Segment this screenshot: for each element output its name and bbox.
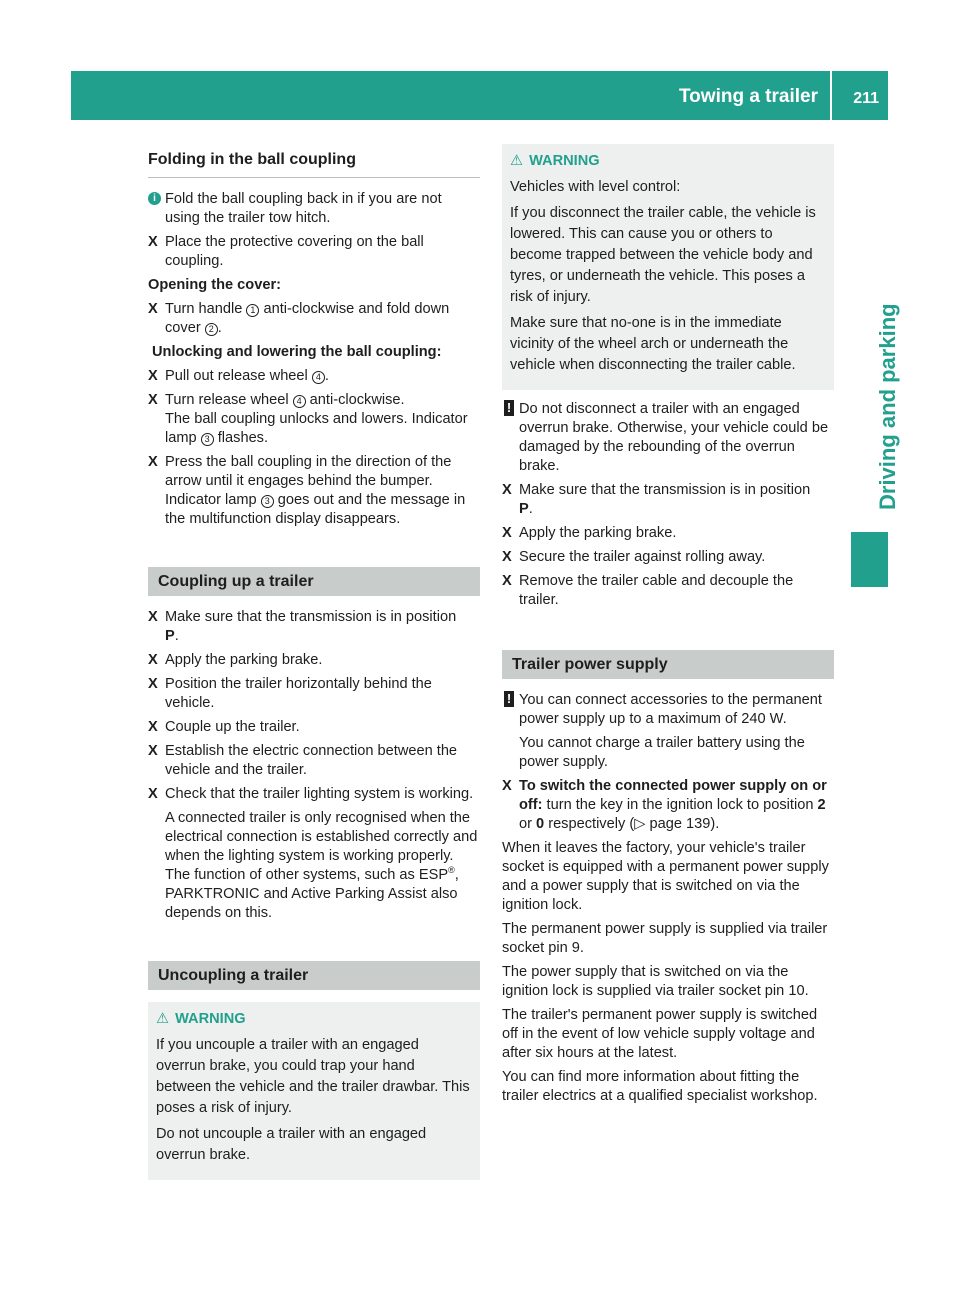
- instruction-step: X Make sure that the transmission is in position P.: [148, 609, 457, 644]
- notice: ! You can connect accessories to the permanent power supply up to a maximum of 240 W.: [502, 691, 834, 729]
- folding-heading: Folding in the ball coupling: [148, 150, 480, 178]
- warning-text: If you uncouple a trailer with an engaged overrun brake, you could trap your hand between the vehicle and the trailer drawbar. This poses a risk of injury.: [156, 1037, 470, 1116]
- step-marker-icon: X: [502, 549, 512, 565]
- step-marker-icon: X: [148, 609, 158, 625]
- step-marker-icon: X: [148, 743, 158, 759]
- warning-title: ⚠ WARNING: [510, 153, 600, 169]
- warning-box: [148, 1002, 480, 1180]
- page-number: 211: [853, 90, 879, 107]
- instruction-step: X Press the ball coupling in the direction of the arrow until it engages behind the bumper. Indicator lamp 3 goes out and the message in the multifunction display disappears.: [148, 454, 466, 527]
- step-marker-icon: X: [502, 573, 512, 589]
- page-reference: page 139).: [645, 816, 720, 832]
- uncoupling-section-heading: Uncoupling a trailer: [148, 961, 480, 990]
- instruction-step: X Check that the trailer lighting system is working.: [148, 786, 474, 802]
- instruction-step: X To switch the connected power supply on or off: turn the key in the ignition lock to position 2 or 0 respectively (▷ page 139).: [502, 778, 827, 832]
- power-section-heading: Trailer power supply: [502, 650, 834, 679]
- warning-text: If you disconnect the trailer cable, the vehicle is lowered. This can cause you or others to become trapped between the vehicle body and tyres, or underneath the vehicle. This poses a risk of injury.: [510, 205, 816, 305]
- instruction-step: X Turn release wheel 4 anti-clockwise. The ball coupling unlocks and lowers. Indicator lamp 3 flashes.: [148, 392, 468, 446]
- instruction-step: X Place the protective covering on the ball coupling.: [148, 234, 424, 269]
- page-header: [71, 71, 888, 120]
- callout-1-icon: 1: [246, 304, 259, 317]
- step-marker-icon: X: [148, 676, 158, 692]
- step-marker-icon: X: [148, 719, 158, 735]
- step-marker-icon: X: [148, 234, 158, 250]
- unlocking-heading: Unlocking and lowering the ball coupling:: [152, 344, 442, 360]
- instruction-step: X Establish the electric connection between the vehicle and the trailer.: [148, 743, 458, 778]
- instruction-step: X Couple up the trailer.: [148, 719, 300, 735]
- warning-title: ⚠ WARNING: [156, 1011, 246, 1027]
- warning-box: [502, 144, 834, 390]
- warning-triangle-icon: ⚠: [510, 153, 524, 169]
- paragraph: The power supply that is switched on via the ignition lock is supplied via trailer socket pin 10.: [502, 964, 809, 999]
- instruction-step: X Apply the parking brake.: [148, 652, 323, 668]
- callout-2-icon: 2: [205, 323, 218, 336]
- step-marker-icon: X: [502, 482, 512, 498]
- instruction-step: X Remove the trailer cable and decouple the trailer.: [502, 573, 794, 608]
- warning-text: Do not uncouple a trailer with an engaged overrun brake.: [156, 1126, 427, 1163]
- step-marker-icon: X: [148, 368, 158, 384]
- side-tab-marker: [851, 532, 888, 587]
- coupling-section-heading: Coupling up a trailer: [148, 567, 480, 596]
- left-column: [148, 150, 480, 1180]
- header-title: Towing a trailer: [678, 86, 818, 107]
- paragraph: The permanent power supply is supplied via trailer socket pin 9.: [502, 921, 828, 956]
- opening-heading: Opening the cover:: [148, 277, 281, 293]
- warning-text: Vehicles with level control:: [510, 179, 681, 195]
- callout-3-icon: 3: [201, 433, 214, 446]
- instruction-step: X Position the trailer horizontally behind the vehicle.: [148, 676, 432, 711]
- step-marker-icon: X: [148, 786, 158, 802]
- step-marker-icon: X: [148, 652, 158, 668]
- instruction-step: X Make sure that the transmission is in position P.: [502, 482, 811, 517]
- notice: ! Do not disconnect a trailer with an engaged overrun brake. Otherwise, your vehicle could be damaged by the rebounding of the overrun brake.: [502, 400, 834, 476]
- info-icon: i: [148, 192, 161, 205]
- instruction-step: X Apply the parking brake.: [502, 525, 677, 541]
- instruction-step: X Secure the trailer against rolling away.: [502, 549, 766, 565]
- step-marker-icon: X: [502, 778, 512, 794]
- right-column: [502, 150, 834, 1111]
- instruction-step: X Turn handle 1 anti-clockwise and fold down cover 2 .: [148, 301, 450, 336]
- side-tab-label: Driving and parking: [875, 303, 900, 510]
- warning-triangle-icon: ⚠: [156, 1011, 170, 1027]
- paragraph: You can find more information about fitting the trailer electrics at a qualified specialist workshop.: [502, 1069, 818, 1104]
- callout-3-icon: 3: [261, 495, 274, 508]
- callout-4-icon: 4: [293, 395, 306, 408]
- notice-text: You cannot charge a trailer battery using the power supply.: [519, 735, 805, 770]
- info-note: i Fold the ball coupling back in if you are not using the trailer tow hitch.: [148, 190, 480, 228]
- step-marker-icon: X: [148, 392, 158, 408]
- callout-4-icon: 4: [312, 371, 325, 384]
- instruction-step: X Pull out release wheel 4 .: [148, 368, 329, 384]
- header-divider: [830, 71, 832, 120]
- step-marker-icon: X: [502, 525, 512, 541]
- exclamation-icon: !: [504, 691, 514, 707]
- step-marker-icon: X: [148, 454, 158, 470]
- page-reference-arrow-icon: ▷: [634, 816, 646, 832]
- coupling-note: A connected trailer is only recognised when the electrical connection is established correctly and when the lighting system is working properly. The function of other systems, such as ESP®, PARKTRONIC and Active Parking Assist also depends on this.: [165, 810, 478, 921]
- exclamation-icon: !: [504, 400, 514, 416]
- paragraph: When it leaves the factory, your vehicle's trailer socket is equipped with a permanent power supply and a power supply that is switched on via the ignition lock.: [502, 840, 829, 913]
- paragraph: The trailer's permanent power supply is switched off in the event of low vehicle supply voltage and after six hours at the latest.: [502, 1007, 818, 1061]
- warning-text: Make sure that no-one is in the immediate vicinity of the wheel arch or underneath the vehicle when disconnecting the trailer cable.: [510, 315, 796, 373]
- step-marker-icon: X: [148, 301, 158, 317]
